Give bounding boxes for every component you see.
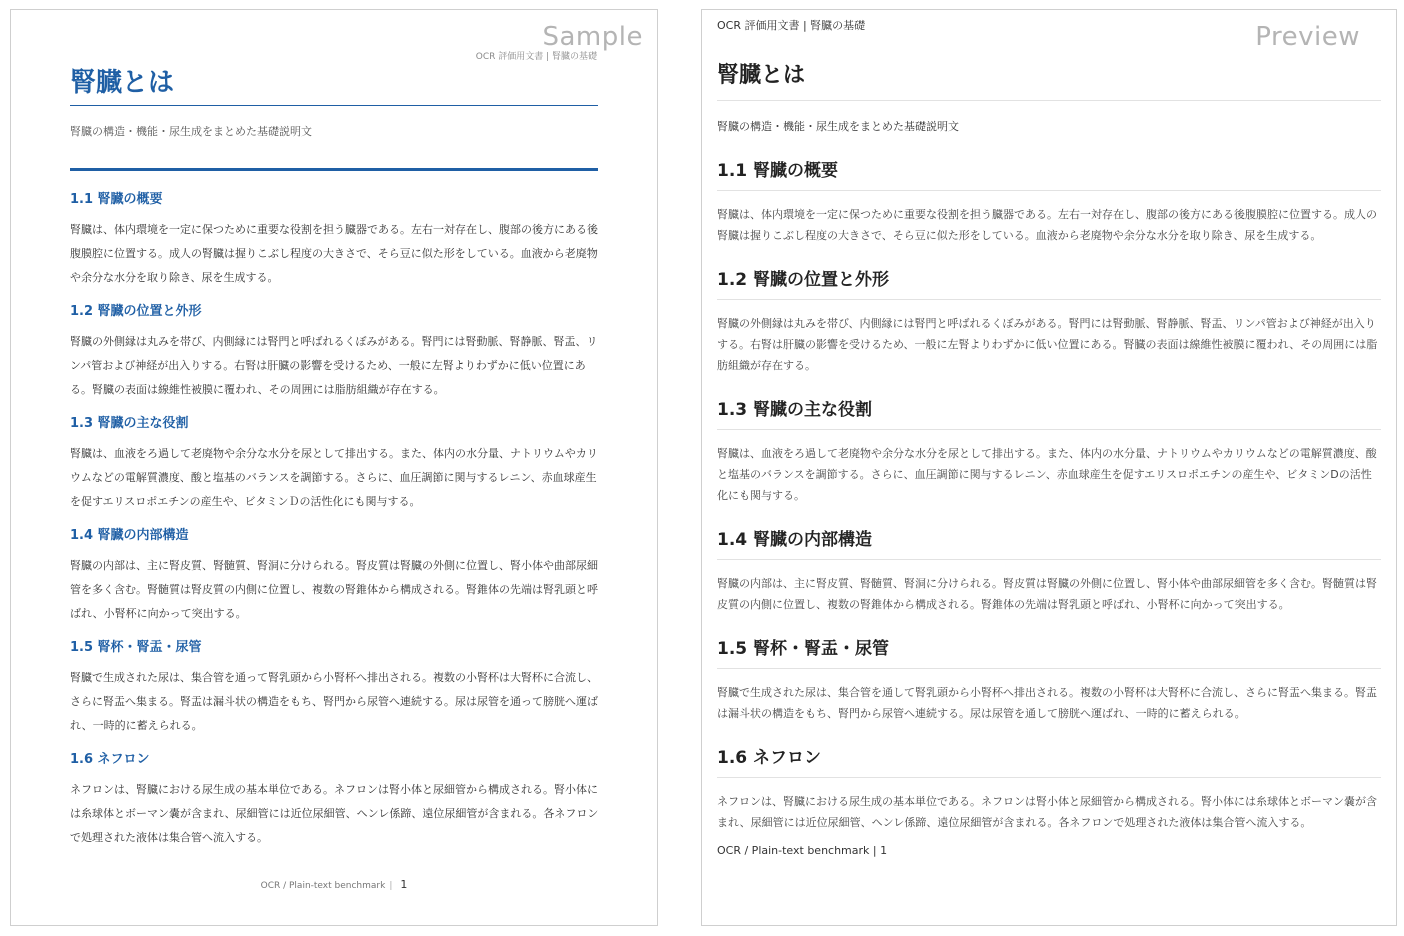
preview-section-text: 腎臓の内部は、主に腎皮質、腎髄質、腎洞に分けられる。腎皮質は腎臓の外側に位置し、腎小体や曲部尿細管を多く含む。腎髄質は腎皮質の内側に位置し、複数の腎錐体から構成される。腎錐体の先端は腎乳頭と呼ばれ、小腎杯に向かって突出する。 [717, 577, 1377, 611]
sample-page-number: 1 [400, 878, 408, 891]
sample-footer [11, 878, 657, 891]
preview-section [717, 743, 1381, 833]
preview-subtitle: 腎臓の構造・機能・尿生成をまとめた基礎説明文 [717, 120, 959, 133]
preview-section [717, 634, 1381, 724]
preview-section-heading: 1.6 ネフロン [717, 743, 1381, 778]
sample-section [70, 414, 600, 514]
preview-title: 腎臓とは [717, 58, 1381, 101]
preview-footer: OCR / Plain-text benchmark | 1 [717, 844, 888, 857]
sample-body [70, 190, 600, 862]
sample-section-text: 腎臓は、体内環境を一定に保つために重要な役割を担う臓器である。左右一対存在し、腹部の後方にある後腹膜腔に位置する。成人の腎臓は握りこぶし程度の大きさで、そら豆に似た形をしている。血液から老廃物や余分な水分を取り除き、尿を生成する。 [70, 223, 598, 284]
sample-section-text: 腎臓の内部は、主に腎皮質、腎髄質、腎洞に分けられる。腎皮質は腎臓の外側に位置し、腎小体や曲部尿細管を多く含む。腎髄質は腎皮質の内側に位置し、複数の腎錐体から構成される。腎錐体の先端は腎乳頭と呼ばれ、小腎杯に向かって突出する。 [70, 559, 598, 620]
sample-section-text: 腎臓の外側縁は丸みを帯び、内側縁には腎門と呼ばれるくぼみがある。腎門には腎動脈、腎静脈、腎盂、リンパ管および神経が出入りする。右腎は肝臓の影響を受けるため、一般に左腎よりわずかに低い位置にある。腎臓の表面は線維性被膜に覆われ、その周囲には脂肪組織が存在する。 [70, 335, 598, 396]
sample-section-heading: 1.4 腎臓の内部構造 [70, 528, 189, 543]
preview-section-text: ネフロンは、腎臓における尿生成の基本単位である。ネフロンは腎小体と尿細管から構成される。腎小体には糸球体とボーマン嚢が含まれ、尿細管には近位尿細管、ヘンレ係蹄、遠位尿細管が含まれる。各ネフロンで処理された液体は集合管へ流入する。 [717, 795, 1377, 829]
sample-section [70, 302, 600, 402]
preview-section-heading: 1.2 腎臓の位置と外形 [717, 265, 1381, 300]
sample-section-text: ネフロンは、腎臓における尿生成の基本単位である。ネフロンは腎小体と尿細管から構成される。腎小体には糸球体とボーマン嚢が含まれ、尿細管には近位尿細管、ヘンレ係蹄、遠位尿細管が含まれる。各ネフロンで処理された液体は集合管へ流入する。 [70, 783, 599, 844]
sample-section [70, 638, 600, 738]
preview-panel-tag: Preview [1255, 22, 1360, 52]
preview-section-text: 腎臓の外側縁は丸みを帯び、内側縁には腎門と呼ばれるくぼみがある。腎門には腎動脈、腎静脈、腎盂、リンパ管および神経が出入りする。右腎は肝臓の影響を受けるため、一般に左腎よりわずかに低い位置にある。腎臓の表面は線維性被膜に覆われ、その周囲には脂肪組織が存在する。 [717, 317, 1378, 372]
preview-section-heading: 1.5 腎杯・腎盂・尿管 [717, 634, 1381, 669]
sample-section-heading: 1.6 ネフロン [70, 752, 150, 767]
sample-subtitle: 腎臓の構造・機能・尿生成をまとめた基礎説明文 [70, 125, 312, 138]
sample-section-text: 腎臓は、血液をろ過して老廃物や余分な水分を尿として排出する。また、体内の水分量、ナトリウムやカリウムなどの電解質濃度、酸と塩基のバランスを調節する。さらに、血圧調節に関与するレニン、赤血球産生を促すエリスロポエチンの産生や、ビタミンＤの活性化にも関与する。 [70, 447, 598, 508]
sample-section [70, 750, 600, 850]
sample-section-heading: 1.5 腎杯・腎盂・尿管 [70, 640, 202, 655]
sample-panel-tag: Sample [542, 22, 643, 52]
preview-section-text: 腎臓で生成された尿は、集合管を通して腎乳頭から小腎杯へ排出される。複数の小腎杯は大腎杯に合流し、さらに腎盂へ集まる。腎盂は漏斗状の構造をもち、腎門から尿管へ連続する。尿は尿管を通して膀胱へ運ばれ、一時的に蓄えられる。 [717, 686, 1377, 720]
preview-section-text: 腎臓は、体内環境を一定に保つために重要な役割を担う臓器である。左右一対存在し、腹部の後方にある後腹膜腔に位置する。成人の腎臓は握りこぶし程度の大きさで、そら豆に似た形をしている。血液から老廃物や余分な水分を取り除き、尿を生成する。 [717, 208, 1377, 242]
sample-divider [70, 168, 598, 171]
preview-section-heading: 1.3 腎臓の主な役割 [717, 395, 1381, 430]
sample-footer-text: OCR / Plain-text benchmark [260, 881, 386, 891]
preview-section [717, 156, 1381, 246]
preview-section-heading: 1.4 腎臓の内部構造 [717, 525, 1381, 560]
preview-section-heading: 1.1 腎臓の概要 [717, 156, 1381, 191]
sample-title: 腎臓とは [70, 62, 598, 106]
preview-section [717, 395, 1381, 506]
preview-header: OCR 評価用文書 | 腎臓の基礎 [717, 19, 866, 32]
sample-section-text: 腎臓で生成された尿は、集合管を通って腎乳頭から小腎杯へ排出される。複数の小腎杯は大腎杯に合流し、さらに腎盂へ集まる。腎盂は漏斗状の構造をもち、腎門から尿管へ連続する。尿は尿管を通って膀胱へ運ばれ、一時的に蓄えられる。 [70, 671, 598, 732]
sample-footer-separator: | [389, 881, 393, 891]
sample-panel [10, 9, 658, 926]
sample-section-heading: 1.2 腎臓の位置と外形 [70, 304, 202, 319]
preview-section [717, 265, 1381, 376]
sample-section-heading: 1.3 腎臓の主な役割 [70, 416, 189, 431]
preview-section [717, 525, 1381, 615]
sample-header-note: OCR 評価用文書 | 腎臓の基礎 [475, 52, 597, 62]
preview-body [717, 58, 1381, 857]
sample-section [70, 526, 600, 626]
sample-section [70, 190, 600, 290]
sample-section-heading: 1.1 腎臓の概要 [70, 192, 163, 207]
preview-panel [701, 9, 1397, 926]
preview-section-text: 腎臓は、血液をろ過して老廃物や余分な水分を尿として排出する。また、体内の水分量、ナトリウムやカリウムなどの電解質濃度、酸と塩基のバランスを調節する。さらに、血圧調節に関与するレニン、赤血球産生を促すエリスロポエチンの産生や、ビタミンDの活性化にも関与する。 [717, 447, 1377, 502]
